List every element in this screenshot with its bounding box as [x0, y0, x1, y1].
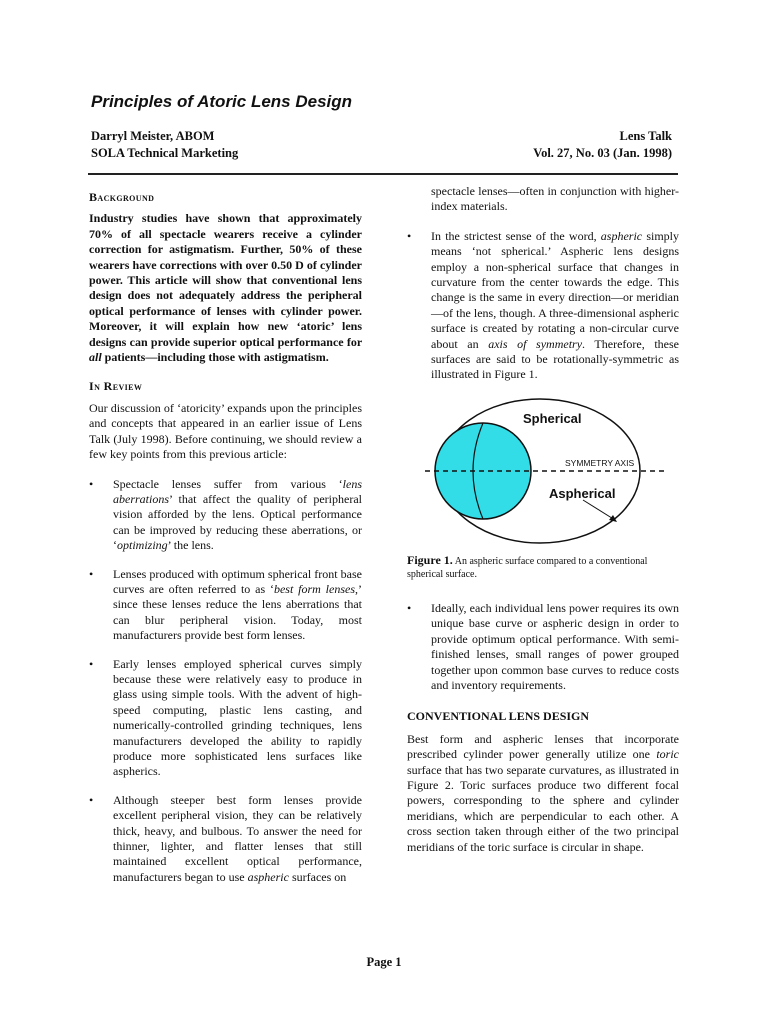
- bullet-continuation: spectacle lenses—often in conjunction with higher-index materials.: [431, 184, 679, 214]
- label-symmetry-axis: SYMMETRY AXIS: [565, 457, 635, 468]
- list-item: • Ideally, each individual lens power requires its own unique base curve or aspheric design in order to provide optimum optical performance. With semi-finished lenses, small ranges of power grouped together upon common base curves to reduce costs and inventory requirements.: [407, 600, 679, 692]
- aspherical-pointer: [583, 500, 615, 520]
- bullet-icon: •: [407, 228, 412, 243]
- list-item: • In the strictest sense of the word, aspheric simply means ‘not spherical.’ Aspheric lens designs employ a non-spherical surface that changes in curvature from the center towards the edge. This change is the same in every direction—or meridian—of the lens, though. A three-dimensional aspheric surface is created by rotating a non-circular curve about an axis of symmetry. Therefore, these surfaces are said to be rotationally-symmetric as illustrated in Figure 1.: [407, 228, 679, 382]
- list-item: • Although steeper best form lenses provide excellent peripheral vision, they can be relatively thick, heavy, and bulbous. To answer the need for thinner, lighter, and flatter lenses that still maintained excellent optical performance, manufacturers began to use aspheric surfaces on: [89, 792, 362, 884]
- figure-1-caption: Figure 1. An aspheric surface compared to a conventional spherical surface.: [407, 552, 648, 580]
- abstract-paragraph: Industry studies have shown that approximately 70% of all spectacle wearers receive a cylinder correction for astigmatism. Further, 50% of these wearers have corrections with over 0.50 D of cylinder power. This article will show that conventional lens design does not adequately address the peripheral optical performance of lenses with cylinder power. Moreover, it will explain how new ‘atoric’ lens designs can provide superior optical performance for all patients—including those with astigmatism.: [89, 211, 362, 365]
- publication-volume: Vol. 27, No. 03 (Jan. 1998): [533, 146, 672, 160]
- author-block: [91, 128, 238, 162]
- list-item: • Lenses produced with optimum spherical front base curves are often referred to as ‘best form lenses,’ since these lenses reduce the lens aberrations that can blur peripheral vision. Today, most manufacturers provide best form lenses.: [89, 566, 362, 643]
- page-number: Page 1: [366, 955, 402, 969]
- bullet-icon: •: [89, 656, 94, 671]
- section-heading-in-review: In Review: [89, 379, 143, 394]
- review-bullet-list-end: [407, 601, 679, 693]
- list-item: • Spectacle lenses suffer from various ‘lens aberrations’ that affect the quality of peripheral vision afforded by the lens. Optical performance can be improved by reducing these aberrations, or ‘optimizing’ the lens.: [89, 476, 362, 553]
- bullet-icon: •: [89, 476, 94, 491]
- publication-name: Lens Talk: [619, 129, 672, 143]
- review-bullet-list-continued: [407, 229, 679, 383]
- bullet-icon: •: [89, 566, 94, 581]
- author-affiliation: SOLA Technical Marketing: [91, 146, 239, 160]
- left-column: [89, 190, 362, 898]
- label-spherical: Spherical: [523, 410, 582, 426]
- aspheric-diagram: [407, 396, 679, 546]
- page-title: Principles of Atoric Lens Design: [91, 92, 353, 111]
- right-column: [407, 184, 679, 869]
- review-intro-paragraph: Our discussion of ‘atoricity’ expands upon the principles and concepts that appeared in an earlier issue of Lens Talk (July 1998). Before continuing, we should review a few key points from this previous article:: [89, 400, 362, 462]
- conventional-paragraph: Best form and aspheric lenses that incorporate prescribed cylinder power generally utilize one toric surface that has two separate curvatures, as illustrated in Figure 2. Toric surfaces produce two different focal powers, corresponding to the sphere and cylinder meridians, which are perpendicular to each other. A cross section taken through either of the two principal meridians of the toric surface is circular in shape.: [407, 731, 679, 854]
- bullet-icon: •: [407, 600, 412, 615]
- author-name: Darryl Meister, ABOM: [91, 129, 215, 143]
- list-item: • Early lenses employed spherical curves simply because these were relatively easy to produce in glass using simple tools. With the advent of high-speed computing, plastic lens casting, and numerically-controlled grinding techniques, lens manufacturers developed the ability to rapidly produce more sophisticated lens surfaces like aspherics.: [89, 656, 362, 779]
- label-aspherical: Aspherical: [549, 485, 616, 501]
- review-bullet-list: [89, 477, 362, 886]
- section-heading-conventional: CONVENTIONAL LENS DESIGN: [407, 709, 590, 724]
- publication-block: [533, 128, 672, 162]
- figure-1: [407, 396, 679, 546]
- bullet-icon: •: [89, 792, 94, 807]
- section-heading-background: Background: [89, 190, 155, 204]
- header-divider: [88, 173, 678, 175]
